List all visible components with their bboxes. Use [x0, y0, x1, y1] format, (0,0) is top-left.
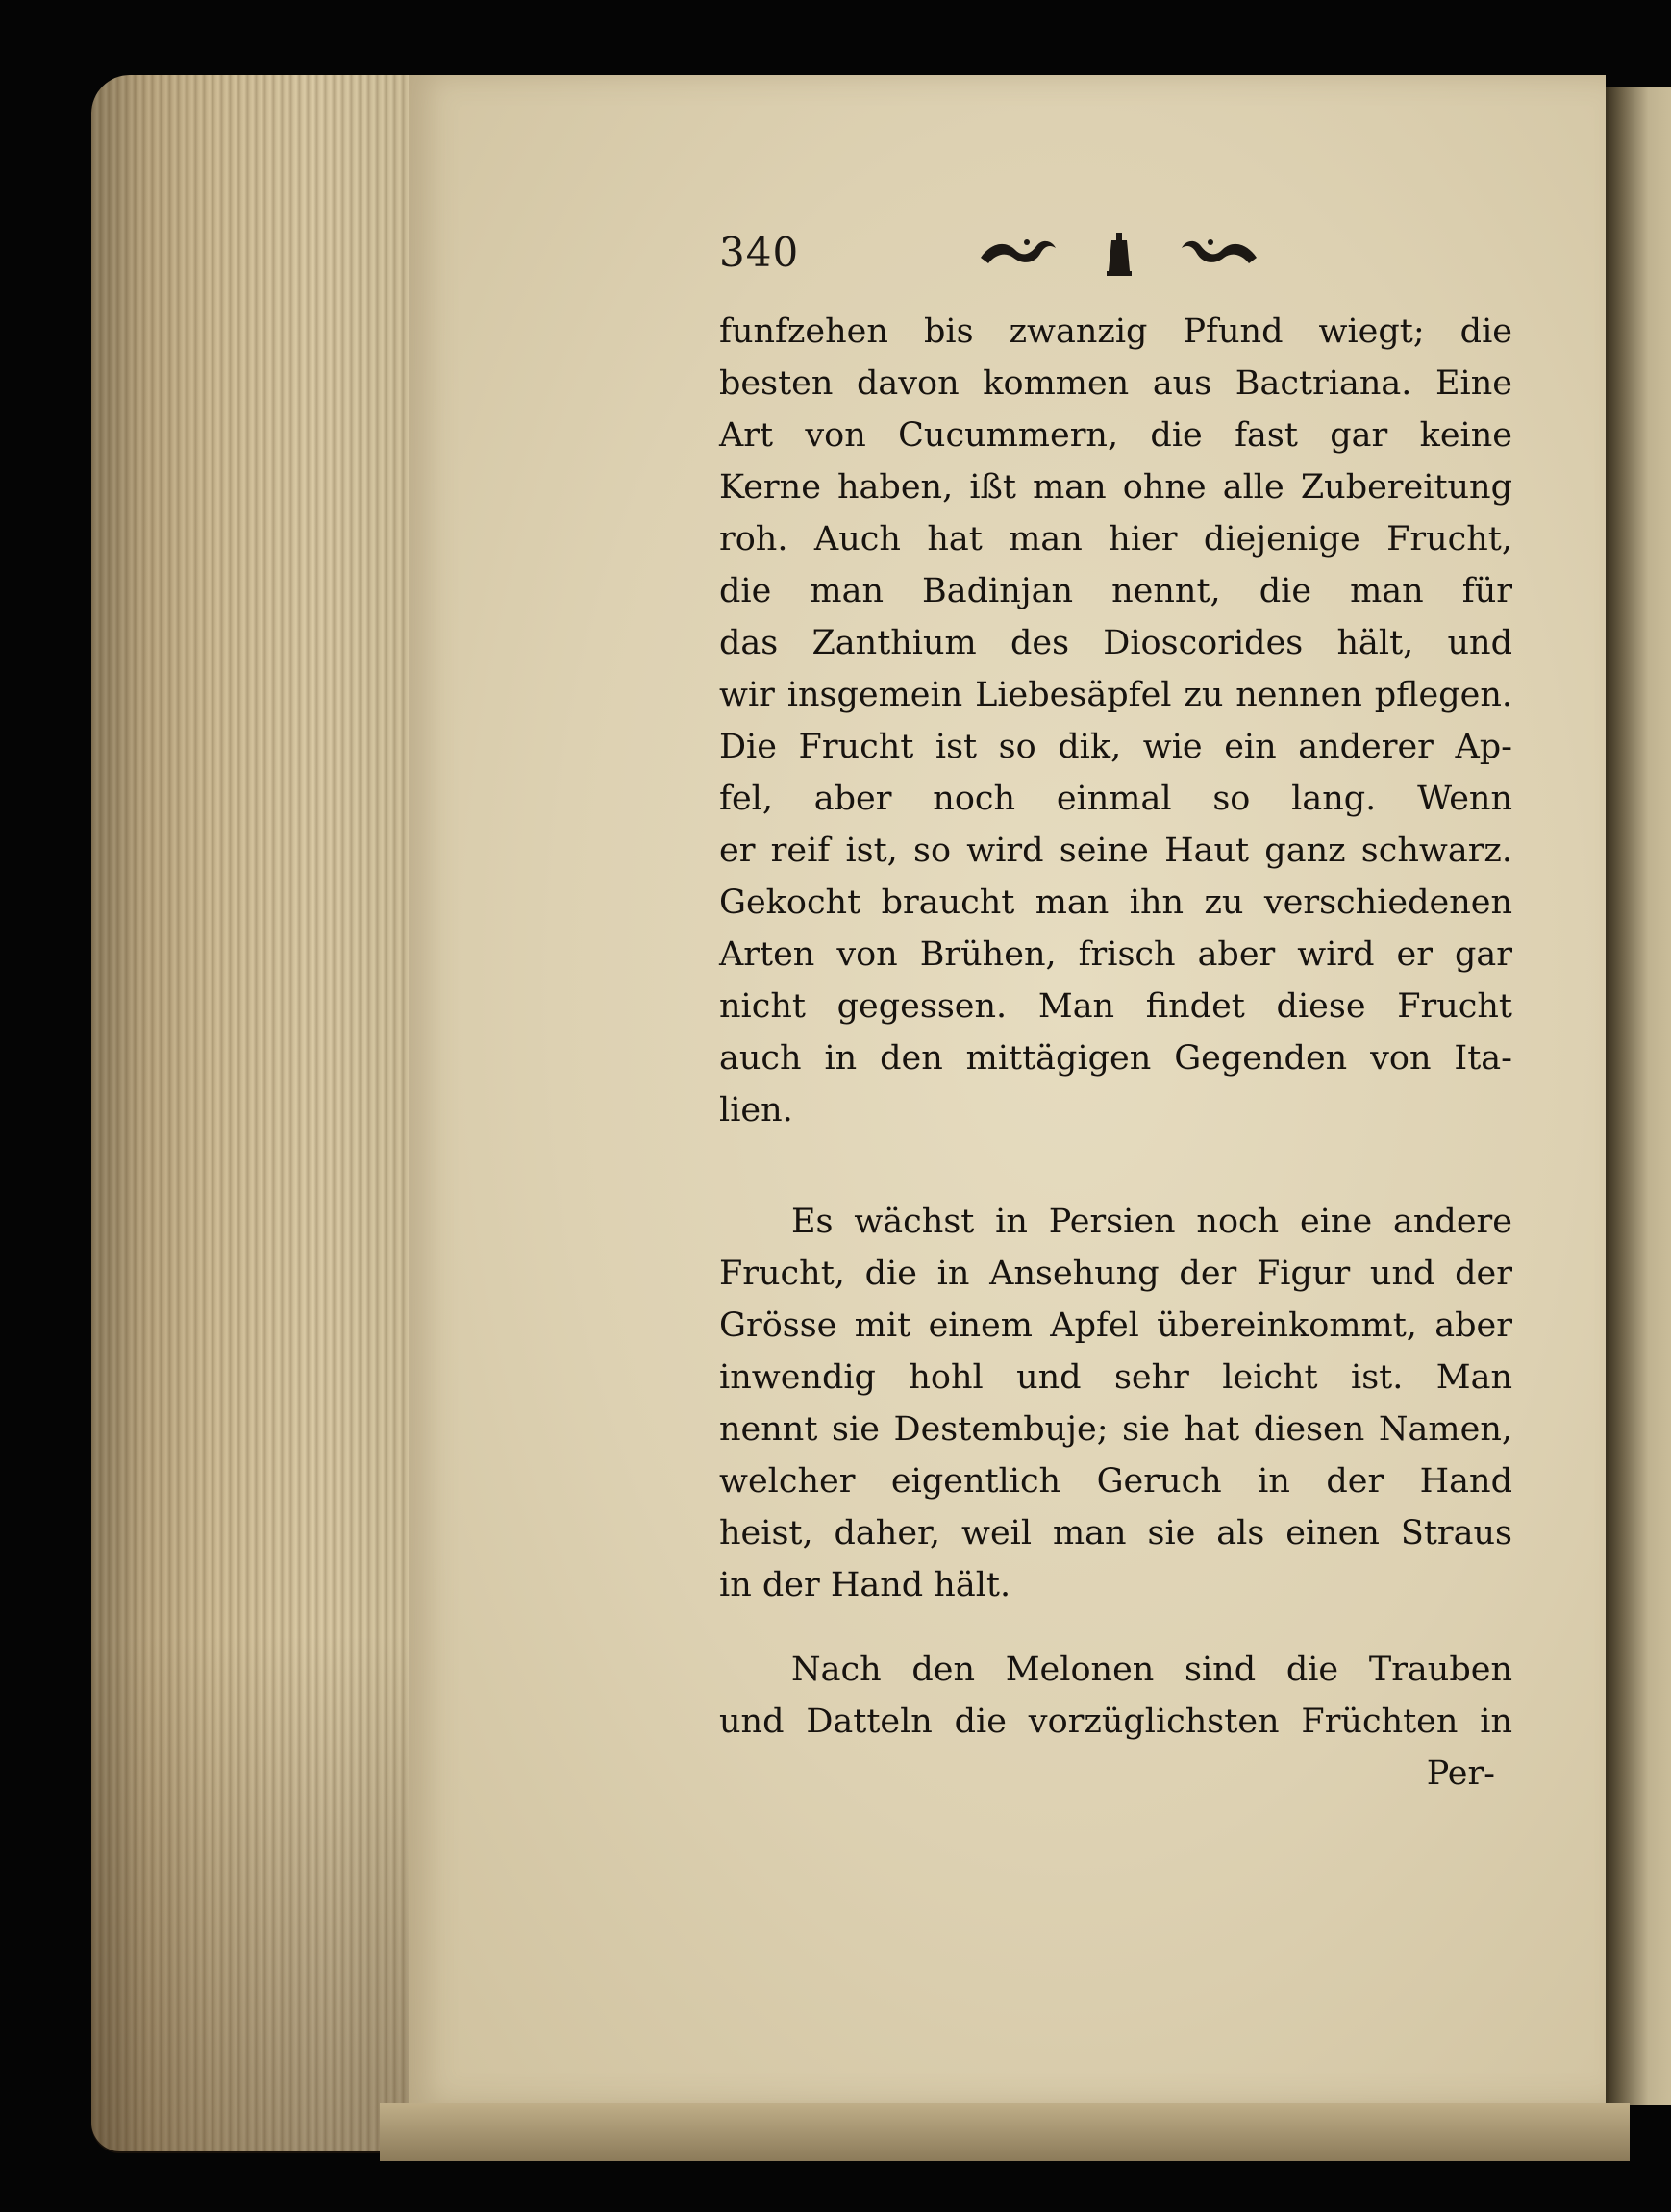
text-line: Gekocht braucht man ihn zu verschiedenen	[719, 883, 1512, 922]
text-line: funfzehen bis zwanzig Pfund wiegt; die	[719, 312, 1512, 351]
text-line: inwendig hohl und sehr leicht ist. Man	[719, 1358, 1512, 1397]
text-line: welcher eigentlich Geruch in der Hand	[719, 1462, 1512, 1501]
text-line: Die Frucht ist so dik, wie ein anderer Ap-	[719, 728, 1512, 766]
text-line: besten davon kommen aus Bactriana. Eine	[719, 364, 1512, 403]
text-line: heist, daher, weil man sie als einen Straus	[719, 1514, 1512, 1553]
text-line: und Datteln die vorzüglichsten Früchten in	[719, 1702, 1512, 1741]
text-line: Kerne haben, ißt man ohne alle Zubereitung	[719, 468, 1512, 507]
text-line: die man Badinjan nennt, die man für	[719, 572, 1512, 610]
text-line: Grösse mit einem Apfel übereinkommt, aber	[719, 1306, 1512, 1345]
paragraph-3	[719, 1644, 1512, 1748]
text-line: Arten von Brühen, frisch aber wird er gar	[719, 935, 1512, 974]
text-line: er reif ist, so wird seine Haut ganz schwarz.	[719, 832, 1512, 870]
center-bell-ornament-icon	[1106, 229, 1133, 279]
text-line: lien.	[719, 1091, 793, 1130]
paragraph-gap	[719, 1611, 1512, 1644]
paragraph-gap	[719, 1136, 1512, 1196]
text-line: nicht gegessen. Man findet diese Frucht	[719, 987, 1512, 1026]
text-line: fel, aber noch einmal so lang. Wenn	[719, 780, 1512, 818]
paragraph-2	[719, 1196, 1512, 1611]
text-line: Nach den Melonen sind die Trauben	[791, 1651, 1512, 1689]
text-line: nennt sie Destembuje; sie hat diesen Namen,	[719, 1410, 1512, 1449]
text-line: in der Hand hält.	[719, 1566, 1011, 1604]
page-edges-shadow	[91, 1634, 409, 2153]
text-line: das Zanthium des Dioscorides hält, und	[719, 624, 1512, 662]
page-bottom-edge	[380, 2103, 1630, 2161]
body-text	[719, 306, 1512, 1800]
text-line: Es wächst in Persien noch eine andere	[791, 1203, 1512, 1241]
text-line: Art von Cucummern, die fast gar keine	[719, 416, 1512, 455]
book-gutter	[1596, 87, 1671, 2105]
right-fleuron-icon	[1179, 229, 1260, 279]
text-line: wir insgemein Liebesäpfel zu nennen pflegen.	[719, 676, 1512, 714]
text-line: auch in den mittägigen Gegenden von Ita-	[719, 1039, 1512, 1078]
paragraph-1	[719, 306, 1512, 1136]
text-line: Frucht, die in Ansehung der Figur und der	[719, 1255, 1512, 1293]
text-line: roh. Auch hat man hier diejenige Frucht,	[719, 520, 1512, 559]
left-fleuron-icon	[977, 229, 1059, 279]
catchword: Per-	[1426, 1754, 1495, 1793]
page-header	[719, 229, 1296, 286]
page-number: 340	[719, 229, 800, 276]
